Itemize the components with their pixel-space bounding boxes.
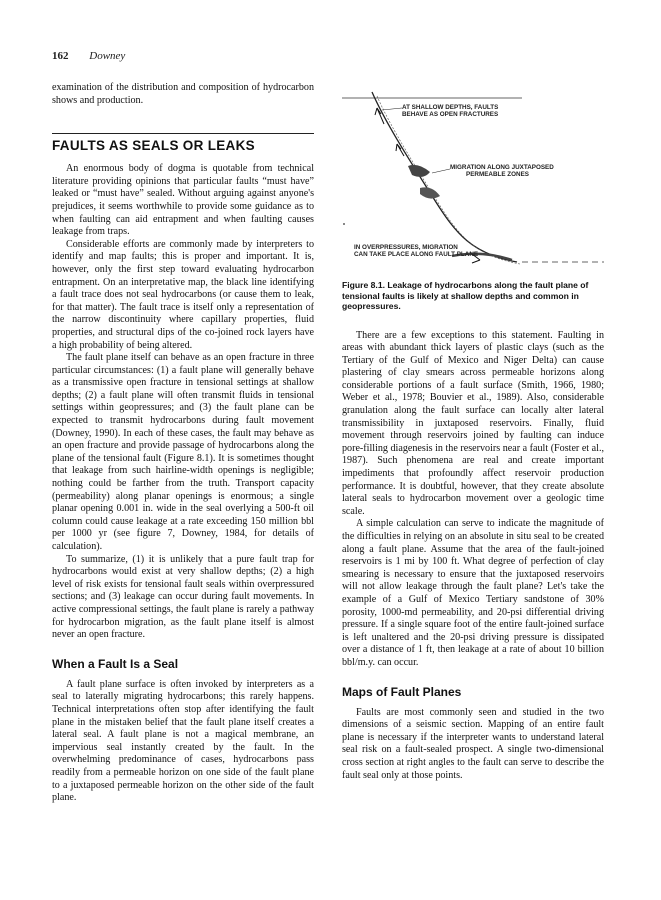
label-overpressure-line-1: IN OVERPRESSURES, MIGRATION [354,244,458,251]
author-name: Downey [89,50,126,62]
tick-mark [343,223,345,225]
page-number: 162 [52,50,69,62]
figure-caption: Figure 8.1. Leakage of hydrocarbons along the fault plane of tensional faults is likely at shallow depths and common in geopressures. [342,280,589,311]
label-juxtaposed-line-1: MIGRATION ALONG JUXTAPOSED [450,164,554,171]
label-overpressure [354,244,478,258]
body-paragraph: An enormous body of dogma is quotable from technical literature providing opinions that particular faults “must have” leaked or “must have” sealed. Without arguing against anyone's prejudices, it seems worthwhile to provide some guidance as to when faulting can aid entrapment and when faulting causes leakage from traps. [52,163,314,238]
body-paragraph: Faults are most commonly seen and studied in the two dimensions of a seismic section. Mapping of an entire fault plane is necessary if the interpreter wants to understand lateral seal risk on a fault-sealed prospect. A single two-dimensional cross section at right angles to the fault can serve to describe the fault seal only at those points. [342,706,604,781]
section-rule [52,133,314,134]
body-paragraph: Considerable efforts are commonly made by interpreters to identify and map faults; this is proper and important. It is, however, only the first step toward evaluating hydrocarbon entrapment. On an interpretative map, the black line identifying a fault trace does not seal hydrocarbons (or cause them to leak, for that matter). The fault trace is itself only a representation of the narrow discontinuity where capillary properties, fluid properties, and structural dips of the co-joined rock layers have a high probability of being altered. [52,238,314,351]
spacer [342,312,604,330]
label-shallow [402,104,498,118]
leader-line [382,108,402,110]
fault-zone [377,96,520,264]
body-paragraph: A fault plane surface is often invoked by interpreters as a seal to laterally migrating hydrocarbons; this rarely happens. Technical interpretations often stop after identifying the fault plane in the mistaken belief that the fault plane itself creates a lateral seal. A fault plane is not a magical membrane, an impervious seal instantly created by the fault. In the overwhelming predominance of cases, hydrocarbons pass readily from a permeable horizon on one side of the fault plane to a juxtaposed permeable horizon on the other side of the fault plane. [52,678,314,804]
label-juxtaposed [450,164,554,178]
running-header [52,50,125,62]
intro-paragraph: examination of the distribution and composition of hydrocarbon shows and production. [52,82,314,106]
body-paragraph: The fault plane itself can behave as an open fracture in three particular circumstances: (1) a fault plane will generally behave as a transmissive open fracture in tensional settings at shallow depths; (2) a fault plane will often transmit fluids in tensional settings within geopressures; and (3) the fault plane can be expected to transmit hydrocarbons during fault movement (Downey, 1990). In each of these cases, the fault may behave as an open fracture and provide passage of hydrocarbons along the plane of the tensional fault (Figure 8.1). It is sometimes thought that leakage from such hairline-width openings is negligible; nothing could be farther from the truth. Transport capacity (permeability) along planar openings is enormous; a single planar opening 0.001 in. wide in the seal overlying a 500-ft oil column could cause leakage at a rate exceeding 150 million bbl per 1000 yr (see figure 7, Downey, 1984, for details of calculation). [52,352,314,552]
permeable-zone [408,165,430,177]
figure-8-1 [342,84,604,274]
section-title: FAULTS AS SEALS OR LEAKS [52,138,255,154]
subsection-title: Maps of Fault Planes [342,684,462,699]
permeable-zone [420,187,440,198]
label-overpressure-line-2: CAN TAKE PLACE ALONG FAULT PLANE [354,251,479,259]
label-juxtaposed-line-2: PERMEABLE ZONES [466,171,529,179]
label-shallow-line-2: BEHAVE AS OPEN FRACTURES [402,111,499,119]
label-shallow-line-1: AT SHALLOW DEPTHS, FAULTS [402,104,499,111]
subsection-title: When a Fault Is a Seal [52,656,179,671]
leader-line [432,169,450,173]
right-column [342,82,604,782]
body-paragraph: To summarize, (1) it is unlikely that a pure fault trap for hydrocarbons would exist at very shallow depths; (2) a high level of risk exists for tensional fault seals within overpressured sections; and (3) leakage can occur during fault movements. In active compressional settings, the fault plane is rarely a pathway for hydrocarbon migration, as the fault plane itself is almost never an open fracture. [52,553,314,641]
body-paragraph: There are a few exceptions to this statement. Faulting in areas with abundant thick layers of plastic clays (such as the Tertiary of the Gulf of Mexico and Niger Delta) can cause plastering of clay smears across permeable horizons along considerable portions of a fault surface (Smith, 1966, 1980; Weber et al., 1978; Bouvier et al., 1989). Also, considerable granulation along the fault surface can locally alter lateral transmissibility in juxtaposed reservoirs. Finally, fluid movement through reservoirs joined by faulting can induce pore-filling diagenesis in the reservoirs near a fault (Foster et al., 1987). Such phenomena are real and create important impediments that profoundly affect reservoir production performance. It is doubtful, however, that they create absolute lateral seals to hydrocarbon movement over a geologic time scale. [342,329,604,517]
body-paragraph: A simple calculation can serve to indicate the magnitude of the difficulties in relying on an absolute in situ seal to be created along a fault plane. Assume that the area of the fault-joined reservoirs is 1 mi by 100 ft. What degree of perfection of clay smearing is necessary to ensure that the juxtaposed reservoirs will not allow leakage through the fault plane? Let's take the example of a Gulf of Mexico Tertiary sandstone of 30% porosity, 1000-md permeability, and 20-psi differential driving pressure. If a single square foot of the entire fault-joined surface is left unaltered and the 20-psi driving pressure is dissipated over a distance of 1 ft, then leakage at a rate of about 10 billion bbl/m.y. can occur. [342,518,604,668]
left-column [52,82,314,805]
